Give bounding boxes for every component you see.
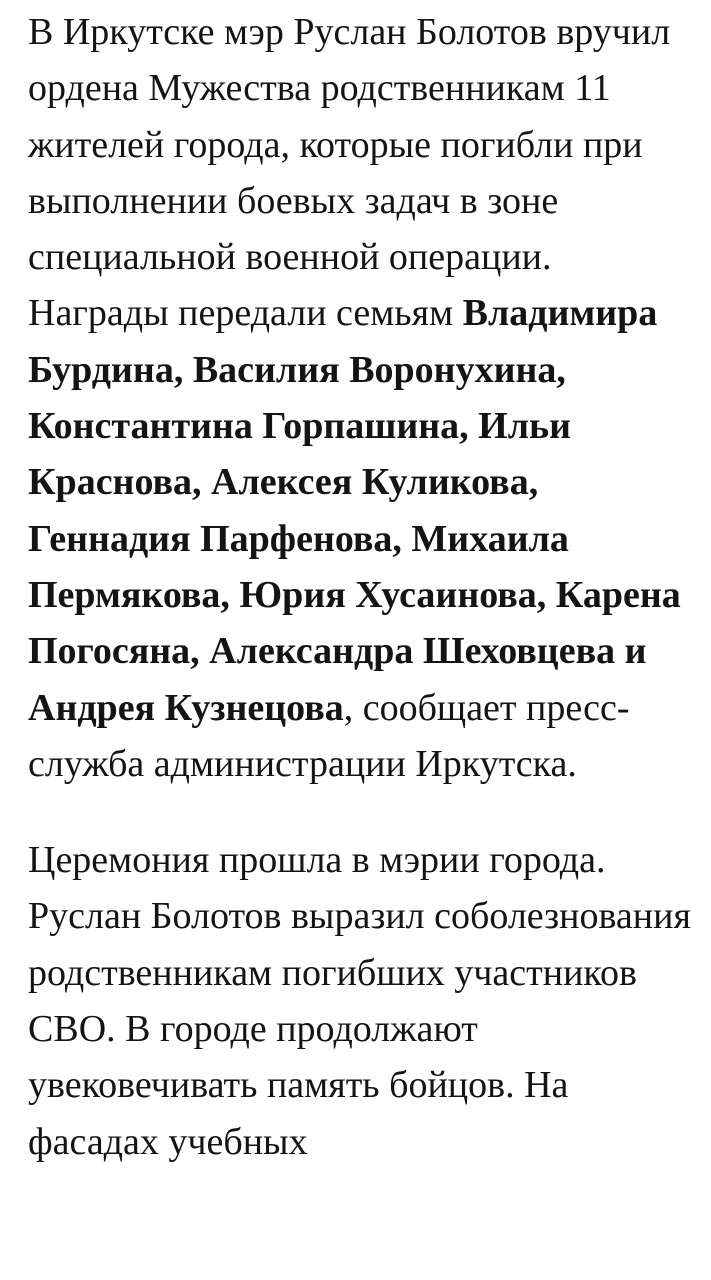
article-body (28, 0, 698, 1170)
awardee-names: Владимира Бурдина, Василия Воронухина, Константина Горпашина, Ильи Краснова, Алексея Куликова, Геннадия Парфенова, Михаила Пермякова, Юрия Хусаинова, Карена Погосяна, Александра Шеховцева и Андрея Кузнецова (28, 292, 681, 729)
paragraph-1-intro: В Иркутске мэр Руслан Болотов вручил ордена Мужества родственникам 11 жителей города, которые погибли при выполнении боевых задач в зоне специальной военной операции. Награды передали семьям (28, 11, 671, 335)
article-paragraph-1 (28, 0, 698, 792)
bottom-fade-overlay (0, 1246, 711, 1280)
article-paragraph-2: Церемония прошла в мэрии города. Руслан Болотов выразил соболезнования родственникам погибших участников СВО. В городе продолжают увековечивать память бойцов. На фасадах учебных (28, 839, 691, 1163)
paragraph-1-outro: , сообщает пресс-служба администрации Иркутска. (28, 686, 630, 785)
